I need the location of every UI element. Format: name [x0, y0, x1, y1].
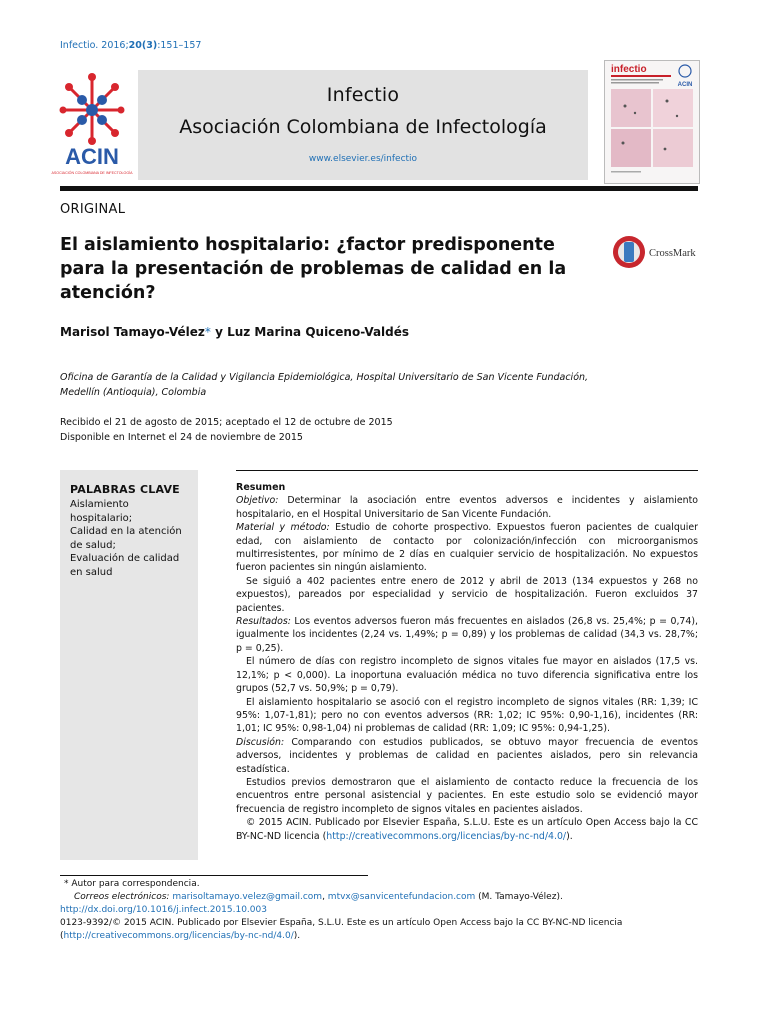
article-dates: [60, 415, 393, 445]
email-link-1[interactable]: marisoltamayo.velez@gmail.com: [172, 892, 323, 902]
email-link-2[interactable]: mtvx@sanvicentefundacion.com: [327, 892, 476, 902]
cover-image: [605, 61, 699, 183]
citation-pages: :151–157: [157, 40, 202, 51]
affiliation: Oficina de Garantía de la Calidad y Vigilancia Epidemiológica, Hospital Universitario de San Vicente Fundación, Medellín (Antioquia), Colombia: [60, 372, 589, 398]
journal-citation[interactable]: [60, 40, 201, 51]
copyright-note: 0123-9392/© 2015 ACIN. Publicado por Elsevier España, S.L.U. Este es un artículo Open Access bajo la CC BY-NC-ND licencia (http://creativecommons.org/licencias/by-nc-nd/4.0/).: [60, 918, 623, 941]
footnote-mark: *: [64, 879, 69, 889]
footnote-divider: [60, 875, 368, 876]
cover-title: infectio: [611, 64, 647, 75]
author-list: [60, 325, 409, 339]
copyright-license-link[interactable]: http://creativecommons.org/licencias/by-nc-nd/4.0/: [63, 931, 294, 941]
abstract-results-2: El número de días con registro incompleto de signos vitales fue mayor en aislados (17,5 vs. 12,1%; p < 0,000). La inoportuna evaluación médica no tuvo diferencia significativa entre los grupos (52,7 vs. 50,9%; p = 0,79).: [236, 656, 698, 695]
society-name: Asociación Colombiana de Infectología: [179, 116, 547, 138]
article-title: El aislamiento hospitalario: ¿factor predisponente para la presentación de problemas de calidad en la atención?: [60, 235, 567, 303]
abstract-results: Resultados: Los eventos adversos fueron más frecuentes en aislados (26,8 vs. 25,4%; p = 0,74), igualmente los incidentes (2,24 vs. 1,49%; p = 0,89) y los problemas de calidad (34,3 vs. 28,7%; p = 0,25).: [236, 616, 698, 654]
logo-subtext: ASOCIACIÓN COLOMBIANA DE INFECTOLOGÍA: [51, 171, 133, 175]
journal-cover[interactable]: [604, 60, 700, 184]
abstract-discussion-2: Estudios previos demostraron que el aislamiento de contacto reduce la frecuencia de los encuentros entre personal asistencial y pacientes. En este estudio solo se evidenció mayor frecuencia de registro incompleto de signos vitales en pacientes aislados.: [236, 776, 698, 815]
citation-volume: 20(3): [128, 40, 158, 51]
abstract-methods: Material y método: Estudio de cohorte prospectivo. Expuestos fueron pacientes de cualquier edad, con aislamiento de contacto por colonización/infección con microorganismos multirresistentes, por mínimo de 2 días en cualquier servicio de hospitalización. No expuestos fueron pacientes sin ningún aislamiento.: [236, 522, 698, 574]
crossmark-icon: [612, 235, 704, 269]
discussion-label: Discusión:: [236, 736, 285, 748]
abstract-license: © 2015 ACIN. Publicado por Elsevier España, S.L.U. Este es un artículo Open Access bajo la CC BY-NC-ND licencia (http://creativecommons.org/licencias/by-nc-nd/4.0/).: [236, 817, 698, 842]
methods-label: Material y método:: [236, 522, 330, 534]
abstract-methods-2: Se siguió a 402 pacientes entre enero de 2012 y abril de 2013 (134 expuestos y 268 no expuestos), pareados por especialidad y servicio de hospitalización. Fueron excluidos 37 pacientes.: [236, 575, 698, 614]
keyword-item: Aislamiento hospitalario;: [70, 499, 133, 524]
doi-link[interactable]: http://dx.doi.org/10.1016/j.infect.2015.10.003: [60, 905, 267, 915]
abstract-results-3: El aislamiento hospitalario se asoció con el registro incompleto de signos vitales (RR: 1,39; IC 95%: 1,07-1,81); pero no con eventos adversos (RR: 1,02; IC 95%: 0,90-1,16), incidentes (RR: 1,01; IC 95%: 0,98-1,04) ni problemas de calidad (RR: 1,09; IC 95%: 0,94-1,25).: [236, 696, 698, 735]
keyword-item: Evaluación de calidad en salud: [70, 553, 180, 578]
corresponding-author-mark[interactable]: *: [204, 325, 211, 339]
license-link[interactable]: http://creativecommons.org/licencias/by-nc-nd/4.0/: [326, 830, 567, 842]
corresponding-note: * Autor para correspondencia.: [64, 879, 200, 889]
journal-title: Infectio: [326, 84, 400, 106]
author-2: y Luz Marina Quiceno-Valdés: [210, 325, 410, 339]
crossmark-label: CrossMark: [649, 248, 696, 259]
crossmark-button[interactable]: [612, 235, 704, 269]
online-date: Disponible en Internet el 24 de noviembre de 2015: [60, 432, 303, 443]
author-1: Marisol Tamayo-Vélez: [60, 325, 205, 339]
journal-banner: [138, 70, 588, 180]
keywords-box: [60, 470, 198, 860]
email-note: Correos electrónicos: marisoltamayo.velez@gmail.com, mtvx@sanvicentefundacion.com (M. Tamayo-Vélez).: [74, 892, 563, 902]
cover-logo: ACIN: [677, 82, 693, 88]
keywords-heading: PALABRAS CLAVE: [70, 483, 180, 496]
keyword-item: Calidad en la atención de salud;: [70, 526, 182, 551]
abstract: [236, 481, 698, 843]
logo-acin-text: ACIN: [65, 144, 119, 169]
abstract-heading: Resumen: [236, 482, 286, 493]
received-date: Recibido el 21 de agosto de 2015; aceptado el 12 de octubre de 2015: [60, 417, 393, 428]
footnotes: [60, 878, 700, 943]
results-label: Resultados:: [236, 616, 291, 628]
abstract-divider: [236, 470, 698, 471]
header-divider: [60, 186, 698, 191]
acin-logo: [51, 70, 133, 180]
objective-label: Objetivo:: [236, 495, 279, 507]
journal-url-link[interactable]: www.elsevier.es/infectio: [308, 154, 418, 164]
abstract-discussion: Discusión: Comparando con estudios publicados, se obtuvo mayor frecuencia de eventos adversos, incidentes y problemas de calidad en pacientes aislados, pero sin relevancia estadística.: [236, 736, 698, 775]
article-section: ORIGINAL: [60, 202, 126, 217]
citation-journal: Infectio. 2016;: [60, 40, 129, 51]
abstract-objective: Objetivo: Determinar la asociación entre eventos adversos e incidentes y aislamiento hospitalario, en el Hospital Universitario de San Vicente Fundación.: [236, 495, 698, 520]
